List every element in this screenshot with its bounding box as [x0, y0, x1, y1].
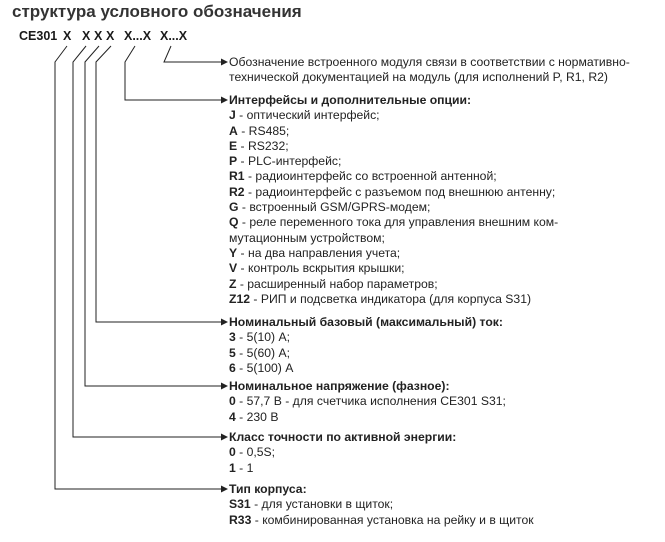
option-code: Z [229, 276, 237, 291]
option-line [229, 108, 558, 123]
option-line [229, 330, 503, 345]
option-code: 0 [229, 394, 236, 409]
code-slot-module: X...X [160, 29, 188, 43]
block-accuracy [229, 430, 456, 476]
connector-interfaces [125, 46, 227, 100]
option-code: V [229, 261, 238, 276]
option-text: - для установки в щиток; [250, 497, 394, 512]
option-code: R1 [229, 169, 245, 184]
code-slot-accuracy: X [82, 29, 91, 43]
option-line [229, 261, 558, 276]
code-base: CE301 [19, 29, 58, 43]
connector-current [96, 46, 227, 322]
code-slot-current: X [106, 29, 115, 43]
option-line [229, 292, 558, 307]
option-line [229, 124, 558, 139]
block-comm-module [229, 55, 630, 86]
code-slot-voltage: X [94, 29, 103, 43]
option-code: Y [229, 245, 238, 260]
option-text: - оптический интерфейс; [235, 108, 380, 123]
option-code: Q [229, 215, 239, 230]
block-heading: Интерфейсы и дополнительные опции: [229, 93, 472, 107]
option-text: - расширенный набор параметров; [236, 276, 438, 291]
option-line [229, 139, 558, 154]
code-slot-housing: X [63, 29, 72, 43]
option-line [229, 410, 506, 425]
option-line [229, 154, 558, 169]
connector-housing [55, 46, 227, 489]
connector-voltage [85, 46, 227, 386]
block-housing [229, 482, 534, 528]
option-line [229, 246, 558, 261]
option-line [229, 185, 558, 200]
option-line [229, 497, 534, 512]
page-title: структура условного обозначения [12, 2, 302, 21]
option-text: - RS485; [237, 123, 290, 138]
option-code: P [229, 154, 238, 169]
option-code: A [229, 123, 238, 138]
option-line [229, 200, 558, 215]
option-line [229, 277, 558, 292]
option-text: - радиоинтерфейс со встроенной антенной; [244, 169, 497, 184]
option-text: - 230 В [235, 409, 279, 424]
block-voltage [229, 379, 506, 425]
option-text: - комбинированная установка на рейку и в щиток [251, 512, 534, 527]
block-heading: Номинальный базовый (максимальный) ток: [229, 315, 503, 329]
option-text: - PLC-интерфейс; [237, 154, 342, 169]
option-code: 5 [229, 345, 236, 360]
option-code: 6 [229, 360, 236, 375]
option-code: 3 [229, 330, 236, 345]
option-line [229, 513, 534, 528]
option-line [229, 215, 558, 230]
option-text: - 5(60) А; [235, 345, 290, 360]
option-text: - 0,5S; [235, 445, 276, 460]
option-text: - контроль вскрытия крышки; [237, 261, 405, 276]
block-current [229, 315, 503, 376]
block-heading: Класс точности по активной энергии: [229, 430, 457, 444]
option-text: - реле переменного тока для управления внешним ком- [238, 215, 559, 230]
code-slot-interfaces: X...X [124, 29, 152, 43]
option-code: J [229, 108, 236, 123]
connector-module [164, 46, 227, 62]
option-text: - на два направления учета; [237, 245, 401, 260]
block-interfaces [229, 93, 558, 307]
option-code: G [229, 200, 239, 215]
option-text: - 5(10) А; [235, 330, 290, 345]
option-code: 0 [229, 445, 236, 460]
option-code: R33 [229, 512, 252, 527]
block-heading: Номинальное напряжение (фазное): [229, 379, 450, 393]
option-line [229, 346, 503, 361]
option-line [229, 445, 456, 460]
option-code: 1 [229, 460, 236, 475]
option-line [229, 361, 503, 376]
option-line: мутационным устройством; [229, 230, 385, 245]
option-code: 4 [229, 409, 236, 424]
option-text: - 5(100) А [235, 360, 294, 375]
option-text: - встроенный GSM/GPRS-модем; [238, 200, 431, 215]
block-line: технической документацией на модуль (для исполнений P, R1, R2) [229, 70, 608, 85]
option-line [229, 461, 456, 476]
block-line: Обозначение встроенного модуля связи в соответствии с нормативно- [229, 55, 630, 69]
option-text: - радиоинтерфейс с разъемом под внешнюю антенну; [244, 184, 556, 199]
option-code: S31 [229, 497, 251, 512]
option-text: - 1 [235, 460, 254, 475]
option-code: E [229, 138, 238, 153]
option-line [229, 394, 506, 409]
block-heading: Тип корпуса: [229, 482, 307, 496]
option-text: - РИП и подсветка индикатора (для корпуса S31) [250, 291, 532, 306]
option-text: - 57,7 В - для счетчика исполнения CE301 S31; [235, 394, 506, 409]
option-text: - RS232; [237, 138, 289, 153]
option-line [229, 169, 558, 184]
option-code: R2 [229, 184, 245, 199]
option-code: Z12 [229, 291, 251, 306]
